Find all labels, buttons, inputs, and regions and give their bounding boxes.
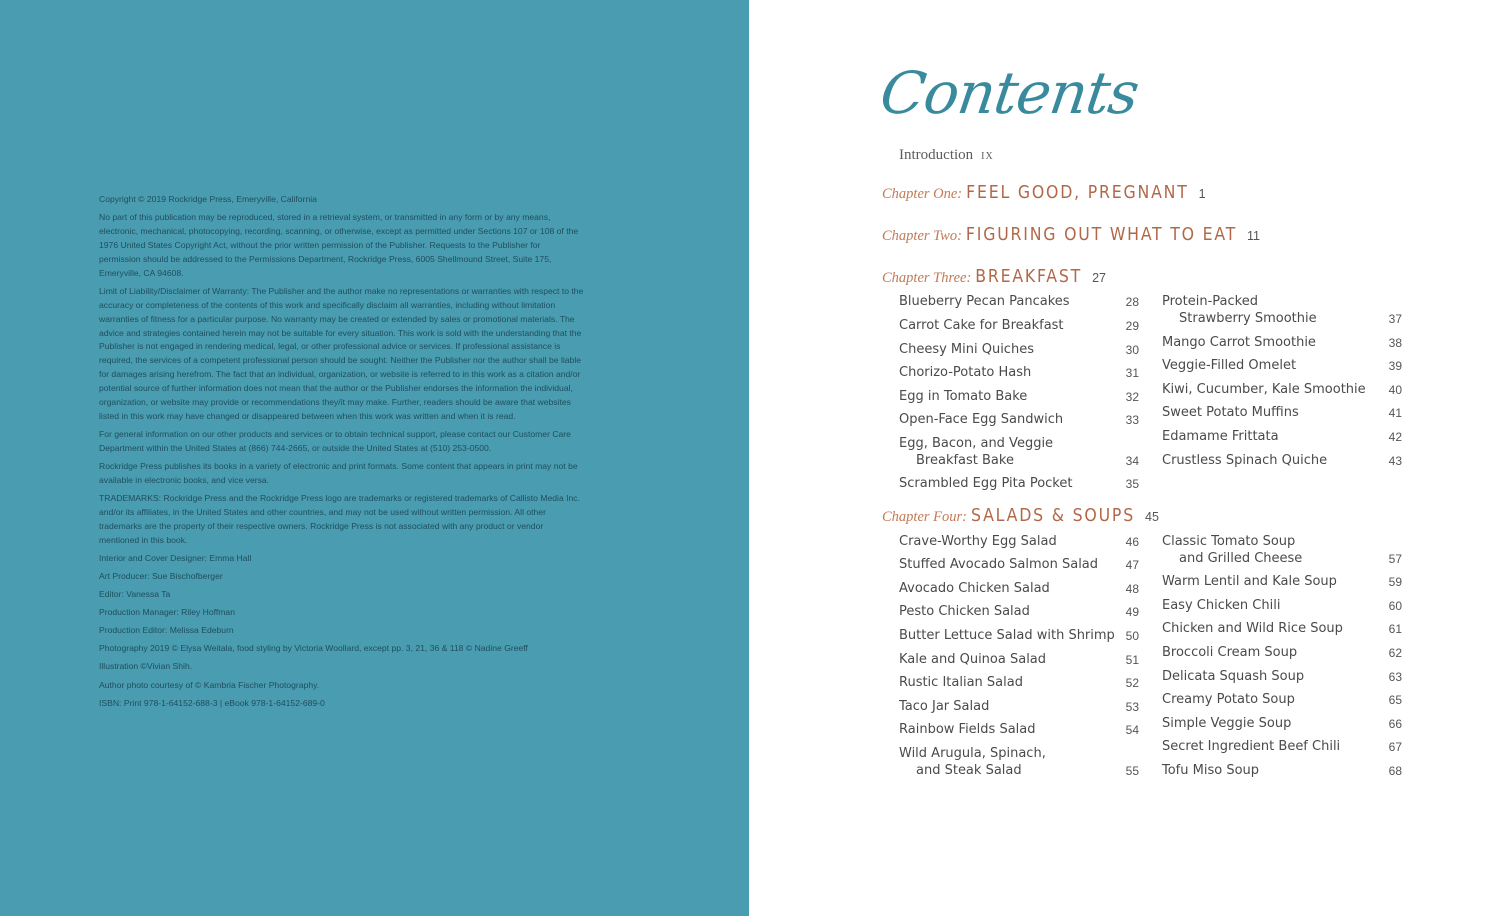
toc-entry[interactable]	[899, 746, 1139, 779]
entry-title-cont: Strawberry Smoothie	[1179, 310, 1317, 326]
entry-page: 31	[1125, 366, 1139, 380]
toc-entry[interactable]	[1162, 621, 1402, 638]
entry-title: Blueberry Pecan Pancakes	[899, 294, 1070, 309]
entry-title-cont: and Steak Salad	[916, 762, 1022, 778]
entry-page: 67	[1388, 740, 1402, 754]
copyright-paragraph: No part of this publication may be reproduced, stored in a retrieval system, or transmitted in any form or by any means, electronic, mechanical, photocopying, recording, scanning, or otherwise, except as permitted under Sections 107 or 108 of the 1976 United States Copyright Act, without the prior written permission of the Publisher. Requests to the Publisher for permission should be addressed to the Permissions Department, Rockridge Press, 6005 Shellmound Street, Suite 175, Emeryville, CA 94608.	[99, 212, 579, 278]
entry-page: 68	[1388, 764, 1402, 778]
toc-entry[interactable]	[1162, 669, 1402, 686]
entry-title: Stuffed Avocado Salmon Salad	[899, 557, 1099, 572]
entry-title: Veggie-Filled Omelet	[1162, 358, 1297, 373]
entry-title: Carrot Cake for Breakfast	[899, 318, 1064, 333]
toc-entry[interactable]	[899, 365, 1139, 382]
entry-page: 33	[1125, 413, 1139, 427]
chapter-page: 27	[1092, 271, 1106, 285]
chapter-page: 45	[1145, 510, 1159, 524]
chapter-title: FEEL GOOD, PREGNANT	[966, 183, 1189, 203]
entry-title: Creamy Potato Soup	[1162, 692, 1295, 707]
entry-title: Kiwi, Cucumber, Kale Smoothie	[1162, 382, 1366, 397]
toc-entry[interactable]	[1162, 382, 1402, 399]
entry-title: Crave-Worthy Egg Salad	[899, 534, 1057, 549]
right-page	[749, 0, 1500, 916]
entry-title-cont: and Grilled Cheese	[1179, 550, 1303, 566]
entry-page: 63	[1388, 670, 1402, 684]
chapter-prefix: Chapter One:	[882, 186, 963, 202]
entry-page: 47	[1125, 558, 1139, 572]
entry-title: Egg, Bacon, and Veggie	[899, 436, 1054, 451]
entry-title: Scrambled Egg Pita Pocket	[899, 476, 1073, 491]
toc-entry[interactable]	[899, 294, 1139, 311]
toc-entry[interactable]	[899, 604, 1139, 621]
entry-page: 46	[1125, 535, 1139, 549]
entry-title: Broccoli Cream Soup	[1162, 645, 1298, 660]
entry-title: Mango Carrot Smoothie	[1162, 335, 1316, 350]
entry-page: 28	[1125, 295, 1139, 309]
toc-entry[interactable]	[899, 318, 1139, 335]
formats-paragraph: Rockridge Press publishes its books in a variety of electronic and print formats. Some content that appears in print may not be available in electronic books, and vice versa.	[99, 461, 578, 485]
toc-introduction[interactable]	[899, 144, 994, 168]
toc-entry[interactable]	[1162, 598, 1402, 615]
contents-title: Contents	[876, 59, 1143, 127]
entry-title: Chorizo-Potato Hash	[899, 365, 1032, 380]
entry-page: 61	[1388, 622, 1402, 636]
chapter-page: 1	[1198, 187, 1206, 201]
entry-title: Rainbow Fields Salad	[899, 722, 1036, 737]
entry-title: Sweet Potato Muffins	[1162, 405, 1299, 420]
chapter-title: BREAKFAST	[975, 267, 1083, 287]
entry-page: 42	[1388, 430, 1402, 444]
chapter-three-heading[interactable]	[882, 267, 1106, 287]
credit-art-producer: Art Producer: Sue Bischofberger	[99, 570, 223, 581]
chapter-page: 11	[1247, 229, 1261, 243]
entry-page: 30	[1125, 343, 1139, 357]
toc-entry[interactable]	[899, 389, 1139, 406]
entry-page: 37	[1388, 311, 1402, 326]
entry-page: 39	[1388, 359, 1402, 373]
credit-production-editor: Production Editor: Melissa Edeburn	[99, 625, 234, 636]
entry-title: Protein-Packed	[1162, 294, 1258, 309]
entry-title: Classic Tomato Soup	[1162, 534, 1296, 549]
entry-page: 38	[1388, 336, 1402, 350]
toc-entry[interactable]	[1162, 405, 1402, 422]
entry-title: Warm Lentil and Kale Soup	[1162, 574, 1337, 589]
toc-entry[interactable]	[1162, 574, 1402, 591]
entry-page: 65	[1388, 693, 1402, 707]
disclaimer-paragraph: Limit of Liability/Disclaimer of Warranty: The Publisher and the author make no representations or warranties with respect to the accuracy or completeness of the contents of this work and specifically disclaim all warranties, including without limitation warranties of fitness for a particular purpose. No warranty may be created or extended by sales or promotional materials. The advice and strategies contained herein may not be suitable for every situation. This work is sold with the understanding that the Publisher is not engaged in rendering medical, legal, or other professional advice or services. If professional assistance is required, the services of a competent professional person should be sought. Neither the Publisher nor the author shall be liable for damages arising herefrom. The fact that an individual, organization, or website is referred to in this work as a citation and/or potential source of further information does not mean that the author or the Publisher endorses the information the individual, organization, or website may provide or recommendations they/it may make. Further, readers should be aware that websites listed in this work may have changed or disappeared between when this work was written and when it is read.	[99, 285, 584, 421]
entry-page: 62	[1388, 646, 1402, 660]
toc-entry[interactable]	[899, 675, 1139, 692]
toc-entry[interactable]	[1162, 645, 1402, 662]
toc-entry[interactable]	[899, 342, 1139, 359]
credit-editor: Editor: Vanessa Ta	[99, 589, 171, 600]
entry-page: 55	[1125, 763, 1139, 778]
support-paragraph: For general information on our other products and services or to obtain technical support, please contact our Customer Care Department within the United States at (866) 744-2665, or outside the United States at (510) 253-0500.	[99, 429, 571, 453]
intro-page: IX	[981, 151, 994, 162]
chapter-prefix: Chapter Three:	[882, 270, 972, 286]
entry-page: 41	[1388, 406, 1402, 420]
copyright-line: Copyright © 2019 Rockridge Press, Emeryville, California	[99, 194, 317, 204]
toc-entry[interactable]	[1162, 429, 1402, 446]
entry-page: 57	[1388, 551, 1402, 566]
entry-title: Open-Face Egg Sandwich	[899, 412, 1064, 427]
entry-title: Crustless Spinach Quiche	[1162, 453, 1328, 468]
entry-title: Chicken and Wild Rice Soup	[1162, 621, 1343, 636]
entry-title-cont: Breakfast Bake	[916, 452, 1014, 468]
entry-title: Pesto Chicken Salad	[899, 604, 1030, 619]
entry-title: Secret Ingredient Beef Chili	[1162, 739, 1341, 754]
trademarks-paragraph: TRADEMARKS: Rockridge Press and the Rockridge Press logo are trademarks or registered trademarks of Callisto Media Inc. and/or its affiliates, in the United States and other countries, and may not be used without written permission. All other trademarks are the property of their respective owners. Rockridge Press is not associated with any product or vendor mentioned in this book.	[99, 493, 580, 545]
copyright-block	[99, 193, 584, 715]
entry-page: 35	[1125, 477, 1139, 491]
toc-entry[interactable]	[1162, 453, 1402, 470]
toc-entry[interactable]	[1162, 358, 1402, 375]
entry-page: 43	[1388, 454, 1402, 468]
entry-page: 50	[1125, 629, 1139, 643]
entry-title: Cheesy Mini Quiches	[899, 342, 1034, 357]
toc-entry[interactable]	[899, 699, 1139, 716]
entry-page: 49	[1125, 605, 1139, 619]
entry-page: 51	[1125, 653, 1139, 667]
entry-title: Kale and Quinoa Salad	[899, 652, 1047, 667]
credit-illustration: Illustration ©Vivian Shih.	[99, 661, 193, 672]
entry-title: Delicata Squash Soup	[1162, 669, 1305, 684]
entry-title: Butter Lettuce Salad with Shrimp	[899, 628, 1115, 643]
entry-title: Edamame Frittata	[1162, 429, 1279, 444]
entry-page: 40	[1388, 383, 1402, 397]
chapter-one-heading[interactable]	[882, 183, 1206, 203]
isbn-line: ISBN: Print 978-1-64152-688-3 | eBook 978-1-64152-689-0	[99, 697, 325, 708]
entry-page: 48	[1125, 582, 1139, 596]
toc-entry[interactable]	[899, 476, 1139, 493]
entry-page: 29	[1125, 319, 1139, 333]
chapter-four-heading[interactable]	[882, 506, 1159, 526]
toc-entry[interactable]	[899, 412, 1139, 429]
entry-title: Wild Arugula, Spinach,	[899, 746, 1046, 761]
toc-entry[interactable]	[1162, 692, 1402, 709]
entry-page: 34	[1125, 453, 1139, 468]
chapter-prefix: Chapter Two:	[882, 228, 962, 244]
toc-entry[interactable]	[899, 628, 1139, 645]
entry-page: 60	[1388, 599, 1402, 613]
entry-page: 32	[1125, 390, 1139, 404]
left-page	[0, 0, 749, 916]
credit-production-manager: Production Manager: Riley Hoffman	[99, 607, 235, 618]
toc-entry[interactable]	[1162, 534, 1402, 567]
entry-title: Simple Veggie Soup	[1162, 716, 1292, 731]
toc-entry[interactable]	[899, 581, 1139, 598]
entry-page: 52	[1125, 676, 1139, 690]
entry-title: Easy Chicken Chili	[1162, 598, 1281, 613]
intro-label: Introduction	[899, 147, 974, 163]
entry-title: Avocado Chicken Salad	[899, 581, 1050, 596]
toc-entry[interactable]	[1162, 335, 1402, 352]
toc-entry[interactable]	[1162, 294, 1402, 327]
entry-title: Rustic Italian Salad	[899, 675, 1023, 690]
toc-entry[interactable]	[899, 557, 1139, 574]
toc-entry[interactable]	[899, 436, 1139, 469]
toc-entry[interactable]	[1162, 716, 1402, 733]
chapter-prefix: Chapter Four:	[882, 509, 967, 525]
chapter-title: SALADS & SOUPS	[970, 506, 1136, 526]
entry-title: Tofu Miso Soup	[1162, 763, 1260, 778]
chapter-title: FIGURING OUT WHAT TO EAT	[965, 225, 1238, 245]
toc-entry[interactable]	[899, 722, 1139, 739]
entry-page: 53	[1125, 700, 1139, 714]
toc-entry[interactable]	[899, 534, 1139, 551]
entry-page: 59	[1388, 575, 1402, 589]
credit-author-photo: Author photo courtesy of © Kambria Fischer Photography.	[99, 679, 320, 690]
toc-entry[interactable]	[899, 652, 1139, 669]
toc-entry[interactable]	[1162, 739, 1402, 756]
entry-page: 66	[1388, 717, 1402, 731]
entry-page: 54	[1125, 723, 1139, 737]
entry-title: Egg in Tomato Bake	[899, 389, 1028, 404]
entry-title: Taco Jar Salad	[899, 699, 990, 714]
credit-designer: Interior and Cover Designer: Emma Hall	[99, 552, 252, 563]
toc-entry[interactable]	[1162, 763, 1402, 780]
chapter-two-heading[interactable]	[882, 225, 1260, 245]
credit-photography: Photography 2019 © Elysa Weitala, food styling by Victoria Woollard, except pp. 3, 21, 36 & 118 © Nadine Greeff	[99, 643, 528, 654]
